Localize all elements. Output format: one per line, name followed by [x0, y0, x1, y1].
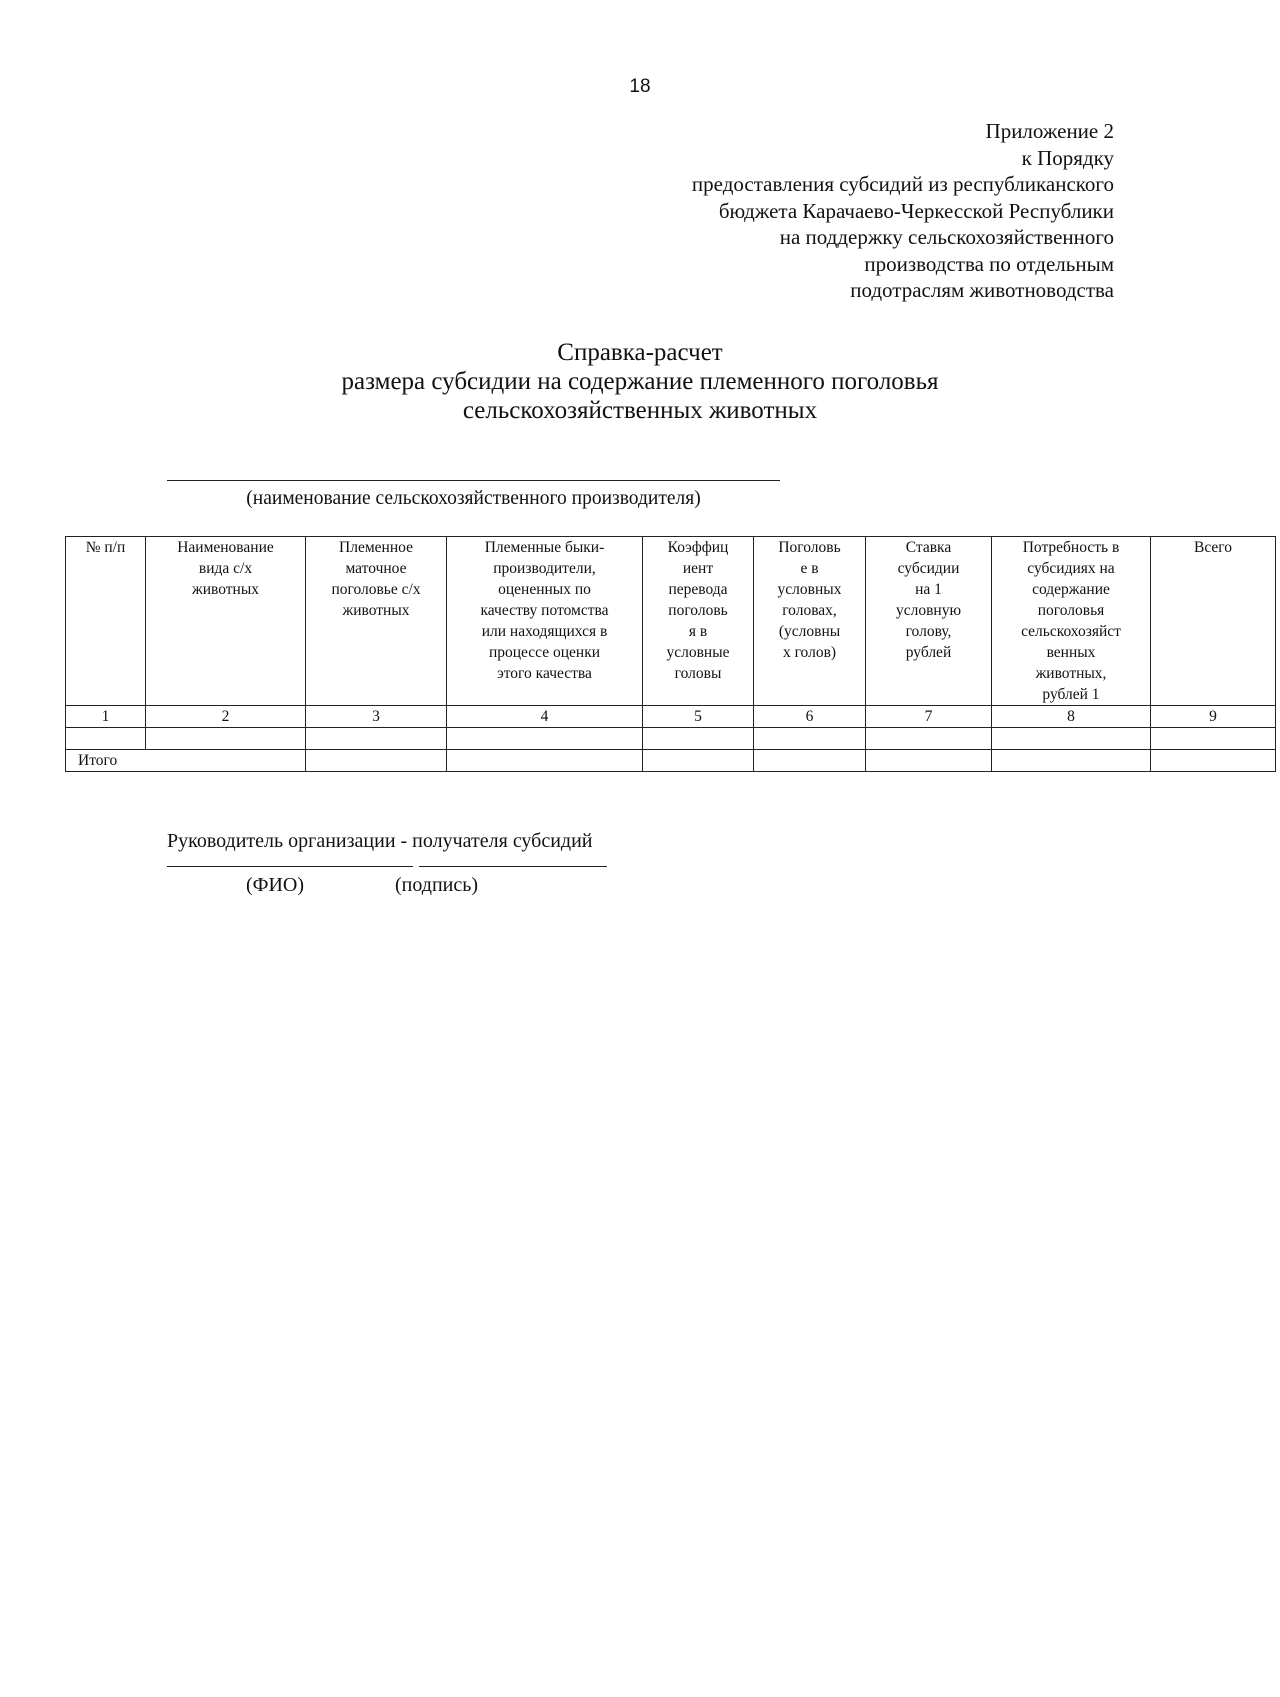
header-text-line: маточное — [345, 560, 407, 577]
table-cell — [754, 728, 866, 750]
header-text-line: условных — [777, 581, 842, 598]
header-text-line: поголовья — [1037, 602, 1105, 619]
organization-head-label: Руководитель организации - получателя субсидий — [167, 830, 593, 852]
column-number: 8 — [992, 706, 1151, 728]
column-number-row — [66, 706, 1276, 728]
header-text-line: или находящихся в — [481, 623, 608, 640]
table-cell — [1151, 750, 1276, 772]
fio-caption: (ФИО) — [246, 874, 305, 896]
header-text-line: условную — [895, 602, 962, 619]
header-text-line: перевода — [668, 581, 728, 598]
header-cell — [866, 537, 992, 706]
table-row — [66, 728, 1276, 750]
table-header-row — [66, 537, 1276, 706]
header-text-line: на 1 — [915, 581, 942, 598]
header-text-line: головах, — [782, 602, 837, 619]
total-row — [66, 750, 1276, 772]
total-label: Итого — [66, 750, 306, 772]
header-cell — [306, 537, 447, 706]
header-text-line: Племенные быки- — [484, 539, 605, 556]
header-text-line: иент — [682, 560, 714, 577]
fio-line — [167, 866, 413, 867]
title-line: сельскохозяйственных животных — [462, 397, 818, 424]
header-text-line: рублей 1 — [1042, 686, 1100, 703]
header-text-line: качеству потомства — [480, 602, 609, 619]
header-text-line: поголовь — [668, 602, 728, 619]
table-cell — [992, 750, 1151, 772]
header-text-line: Наименование — [177, 539, 274, 556]
header-text-line: № п/п — [85, 539, 126, 556]
table-cell — [306, 750, 447, 772]
page-number: 18 — [629, 76, 651, 97]
header-text-line: субсидии — [897, 560, 960, 577]
header-text-line: я в — [688, 623, 708, 640]
header-text-line: животных — [342, 602, 410, 619]
header-text-line: головы — [674, 665, 722, 682]
table-cell — [447, 750, 643, 772]
header-cell — [992, 537, 1151, 706]
header-text-line: (условны — [778, 623, 841, 640]
header-text-line: Потребность в — [1022, 539, 1120, 556]
table-cell — [1151, 728, 1276, 750]
header-text-line: содержание — [1032, 581, 1110, 598]
appendix-line: производства по отдельным — [864, 251, 1114, 276]
header-text-line: венных — [1046, 644, 1096, 661]
header-text-line: голову, — [905, 623, 952, 640]
header-text-line: условные — [666, 644, 730, 661]
column-number: 6 — [754, 706, 866, 728]
appendix-line: бюджета Карачаево-Черкесской Республики — [718, 198, 1114, 223]
header-text-line: рублей — [905, 644, 952, 661]
title-line: размера субсидии на содержание племенного поголовья — [341, 368, 939, 395]
table-cell — [643, 750, 754, 772]
column-number: 3 — [306, 706, 447, 728]
header-text-line: Всего — [1193, 539, 1232, 556]
header-text-line: вида с/х — [198, 560, 253, 577]
appendix-line: предоставления субсидий из республиканского — [691, 172, 1114, 196]
header-cell — [66, 537, 146, 706]
table-cell — [447, 728, 643, 750]
table-cell — [66, 728, 146, 750]
header-text-line: Поголовь — [778, 539, 841, 556]
document-title — [0, 338, 1280, 425]
header-text-line: Племенное — [339, 539, 413, 556]
header-text-line: сельскохозяйст — [1021, 623, 1121, 640]
header-text-line: Коэффиц — [667, 539, 729, 556]
producer-name-caption: (наименование сельскохозяйственного производителя) — [246, 488, 701, 509]
header-cell — [1151, 537, 1276, 706]
appendix-line: Приложение 2 — [985, 119, 1114, 143]
header-cell — [146, 537, 306, 706]
header-text-line: Ставка — [905, 539, 952, 556]
column-number: 7 — [866, 706, 992, 728]
signature-line — [419, 866, 607, 867]
column-number: 5 — [643, 706, 754, 728]
header-cell — [643, 537, 754, 706]
signature-caption: (подпись) — [395, 874, 479, 896]
producer-name-line — [167, 480, 780, 481]
header-cell — [754, 537, 866, 706]
header-text-line: х голов) — [782, 644, 837, 661]
table-cell — [306, 728, 447, 750]
header-cell — [447, 537, 643, 706]
table-cell — [146, 728, 306, 750]
header-text-line: этого качества — [497, 665, 592, 682]
calculation-table — [65, 536, 1276, 772]
table-cell — [992, 728, 1151, 750]
header-text-line: оцененных по — [498, 581, 591, 598]
header-text-line: животных — [192, 581, 259, 598]
header-text-line: е в — [800, 560, 819, 577]
header-text-line: животных, — [1035, 665, 1107, 682]
appendix-note — [692, 118, 1114, 304]
appendix-line: подотраслям животноводства — [850, 278, 1114, 302]
table-cell — [754, 750, 866, 772]
title-line: Справка-расчет — [557, 339, 723, 366]
table-cell — [866, 728, 992, 750]
header-text-line: производители, — [493, 560, 596, 577]
header-text-line: процессе оценки — [488, 644, 601, 661]
appendix-line: на поддержку сельскохозяйственного — [779, 225, 1114, 249]
column-number: 4 — [447, 706, 643, 728]
column-number: 9 — [1151, 706, 1276, 728]
header-text-line: поголовье с/х — [331, 581, 421, 598]
column-number: 1 — [66, 706, 146, 728]
header-text-line: субсидиях на — [1027, 560, 1115, 577]
column-number: 2 — [146, 706, 306, 728]
table-cell — [643, 728, 754, 750]
table-cell — [866, 750, 992, 772]
appendix-line: к Порядку — [1021, 145, 1114, 170]
